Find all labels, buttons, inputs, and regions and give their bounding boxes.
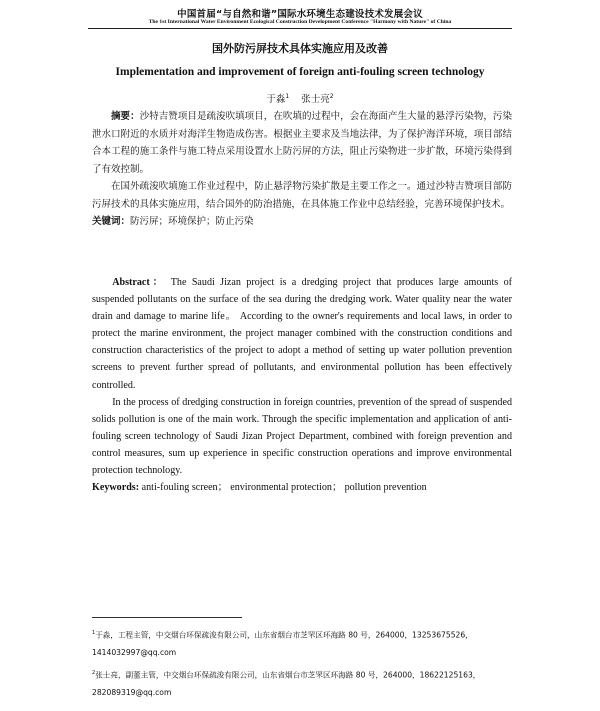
- abstract-en-text: The Saudi Jizan project is a dredging project that produces large amounts of suspended pollutants on the surface of the sea during the dredging work. Water quality near the water drain and damage to marine life。 According to the owner's requirements and local laws, in order to protect the marine environment, the project manager combined with the construction conditions and construction characteristics of the project to adopt a method of setting up water pollution prevention screens to prevent further spread of pollutants, and environmental pollution has been effectively controlled.: [92, 277, 512, 391]
- author-name: 于淼: [266, 94, 286, 105]
- keywords-en-label: Keywords:: [92, 482, 140, 494]
- header-rule: [88, 28, 512, 29]
- abstract-cn-paragraph: 在国外疏浚吹填施工作业过程中，防止悬浮物污染扩散是主要工作之一。通过沙特吉赞项目部防污屏技术的具体实施应用，结合国外的防治措施，在具体施工作业中总结经验，完善环境保护技术。: [92, 181, 512, 210]
- footnote-rule: [92, 617, 242, 618]
- keywords-cn-label: 关键词：: [92, 216, 131, 227]
- keywords-en-text: anti-fouling screen； environmental protection； pollution prevention: [141, 482, 427, 494]
- keywords-en: [92, 479, 512, 496]
- author-footnote-mark: 1: [285, 92, 290, 100]
- footnote-text: 张士亮，副董主管，中交烟台环保疏浚有限公司，山东省烟台市芝罘区环海路 80 号，264000，18622125163，282089319@qq.com: [92, 670, 481, 697]
- abstract-en-paragraph: [92, 274, 512, 394]
- abstract-cn-text: 沙特吉赞项目是疏浚吹填项目，在吹填的过程中，会在海面产生大量的悬浮污染物，污染泄水口附近的水质并对海洋生物造成伤害。根据业主要求及当地法律，为了保护海洋环境，项目部结合本工程的施工条件与施工特点采用设置水上防污屏的方法，阻止污染物进一步扩散，环境污染得到了有效控制。: [92, 111, 512, 175]
- abstract-en-paragraph: In the process of dredging construction in foreign countries, prevention of the spread of suspended solids pollution is one of the main work. Through the specific implementation and application of anti-fouling screen technology of Saudi Jizan Project Department, combined with foreign prevention and control measures, sum up experience in specific construction operations and improve environmental protection technology.: [92, 396, 512, 477]
- abstract-cn-paragraph: [92, 108, 512, 178]
- footnote: [92, 625, 516, 661]
- conference-header-cn: 中国首届“与自然和谐”国际水环境生态建设技术发展会议: [177, 9, 423, 20]
- paper-title-en: Implementation and improvement of foreign anti-fouling screen technology: [115, 66, 485, 78]
- footnote-text: 于淼，工程主管，中交烟台环保疏浚有限公司，山东省烟台市芝罘区环海路 80 号，264000，13253675526，1414032997@qq.com: [92, 630, 473, 657]
- author-line: [0, 91, 600, 105]
- footnote-mark: 2: [92, 670, 96, 676]
- footnote: [92, 665, 516, 701]
- abstract-cn-label: 摘要：: [111, 111, 140, 122]
- author-name: 张士亮: [301, 94, 330, 105]
- conference-header-en: The 1st International Water Environment Ecological Construction Development Conference "Harmony with Nature" of China: [148, 19, 452, 25]
- abstract-en: [92, 274, 512, 496]
- abstract-en-label: Abstract：: [112, 277, 166, 288]
- paper-title-cn: 国外防污屏技术具体实施应用及改善: [212, 42, 388, 55]
- keywords-cn: [92, 213, 512, 231]
- keywords-cn-text: 防污屏；环境保护；防止污染: [130, 216, 254, 227]
- author-footnote-mark: 2: [329, 92, 334, 100]
- abstract-cn: [92, 108, 512, 231]
- footnote-mark: 1: [92, 630, 96, 636]
